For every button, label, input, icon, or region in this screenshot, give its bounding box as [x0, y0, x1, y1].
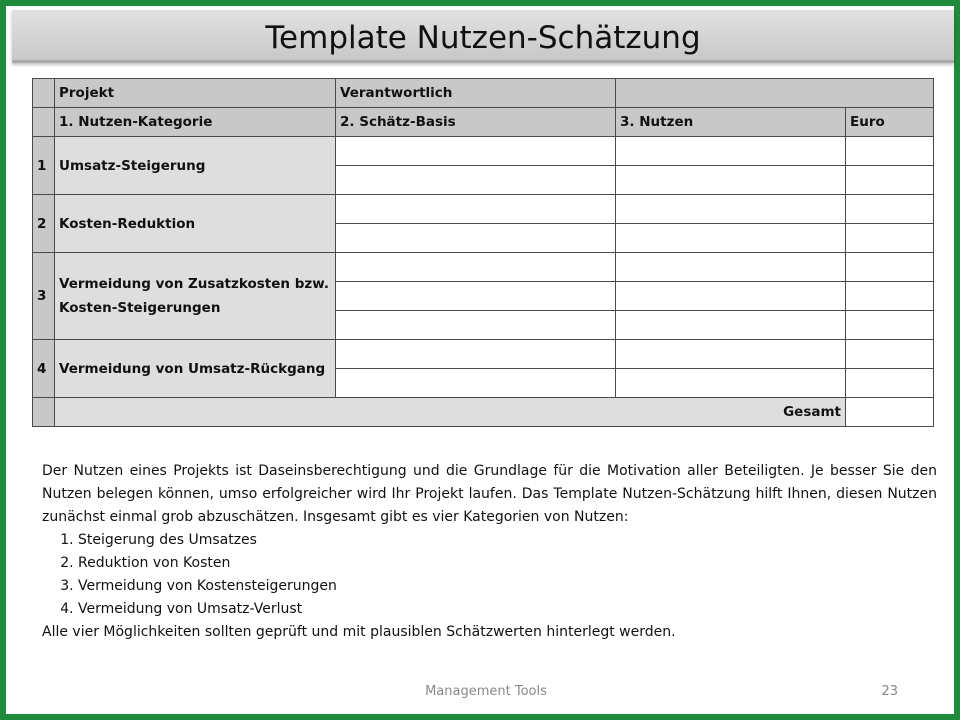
header-euro: Euro	[846, 108, 934, 137]
nutzen-cell[interactable]	[616, 224, 846, 253]
euro-cell[interactable]	[846, 137, 934, 166]
header-basis: 2. Schätz-Basis	[336, 108, 616, 137]
outro-paragraph: Alle vier Möglichkeiten sollten geprüft und mit plausiblen Schätzwerten hinterlegt werden.	[42, 624, 676, 640]
total-euro-cell[interactable]	[846, 398, 934, 427]
category-label: Umsatz-Steigerung	[55, 137, 336, 195]
euro-cell[interactable]	[846, 282, 934, 311]
basis-cell[interactable]	[336, 195, 616, 224]
nutzen-cell[interactable]	[616, 137, 846, 166]
category-label: Vermeidung von Umsatz-Rückgang	[55, 340, 336, 398]
category-number: 4	[33, 340, 55, 398]
euro-cell[interactable]	[846, 340, 934, 369]
euro-cell[interactable]	[846, 224, 934, 253]
page-number: 23	[881, 684, 898, 699]
intro-paragraph: Der Nutzen eines Projekts ist Daseinsberechtigung und die Grundlage für die Motivation aller Beteiligten. Je besser Sie den Nutzen belegen können, umso erfolgreicher wird Ihr Projekt laufen. Das Template Nutzen-Schätzung hilft Ihnen, diesen Nutzen zunächst einmal grob abzuschätzen. Insgesamt gibt es vier Kategorien von Nutzen:	[42, 463, 937, 525]
nutzen-cell[interactable]	[616, 369, 846, 398]
footer-label: Management Tools	[425, 684, 547, 699]
list-item: 2. Reduktion von Kosten	[78, 552, 937, 575]
estimation-table	[32, 78, 934, 427]
basis-cell[interactable]	[336, 137, 616, 166]
basis-cell[interactable]	[336, 224, 616, 253]
nutzen-cell[interactable]	[616, 253, 846, 282]
euro-cell[interactable]	[846, 195, 934, 224]
title-bar	[12, 10, 954, 63]
header-corner	[33, 79, 55, 108]
description-text	[42, 460, 937, 644]
euro-cell[interactable]	[846, 166, 934, 195]
nutzen-cell[interactable]	[616, 340, 846, 369]
category-list	[42, 529, 937, 621]
category-label: Kosten-Reduktion	[55, 195, 336, 253]
total-label: Gesamt	[55, 398, 846, 427]
header-blank	[616, 79, 934, 108]
basis-cell[interactable]	[336, 253, 616, 282]
list-item: 1. Steigerung des Umsatzes	[78, 529, 937, 552]
page-title: Template Nutzen-Schätzung	[265, 20, 701, 56]
list-item: 4. Vermeidung von Umsatz-Verlust	[78, 598, 937, 621]
table-row	[33, 253, 934, 282]
euro-cell[interactable]	[846, 369, 934, 398]
list-item: 3. Vermeidung von Kostensteigerungen	[78, 575, 937, 598]
table-row	[33, 195, 934, 224]
header-verantwortlich: Verantwortlich	[336, 79, 616, 108]
header-projekt: Projekt	[55, 79, 336, 108]
euro-cell[interactable]	[846, 253, 934, 282]
nutzen-cell[interactable]	[616, 195, 846, 224]
table-row	[33, 137, 934, 166]
header-row-project	[33, 79, 934, 108]
category-number: 3	[33, 253, 55, 340]
category-label: Vermeidung von Zusatzkosten bzw. Kosten-Steigerungen	[55, 253, 336, 340]
nutzen-cell[interactable]	[616, 311, 846, 340]
nutzen-cell[interactable]	[616, 282, 846, 311]
euro-cell[interactable]	[846, 311, 934, 340]
basis-cell[interactable]	[336, 282, 616, 311]
basis-cell[interactable]	[336, 311, 616, 340]
header-kategorie: 1. Nutzen-Kategorie	[55, 108, 336, 137]
header-row-columns	[33, 108, 934, 137]
nutzen-cell[interactable]	[616, 166, 846, 195]
basis-cell[interactable]	[336, 166, 616, 195]
basis-cell[interactable]	[336, 340, 616, 369]
category-number: 1	[33, 137, 55, 195]
header-nutzen: 3. Nutzen	[616, 108, 846, 137]
category-number: 2	[33, 195, 55, 253]
basis-cell[interactable]	[336, 369, 616, 398]
total-row	[33, 398, 934, 427]
table-row	[33, 340, 934, 369]
